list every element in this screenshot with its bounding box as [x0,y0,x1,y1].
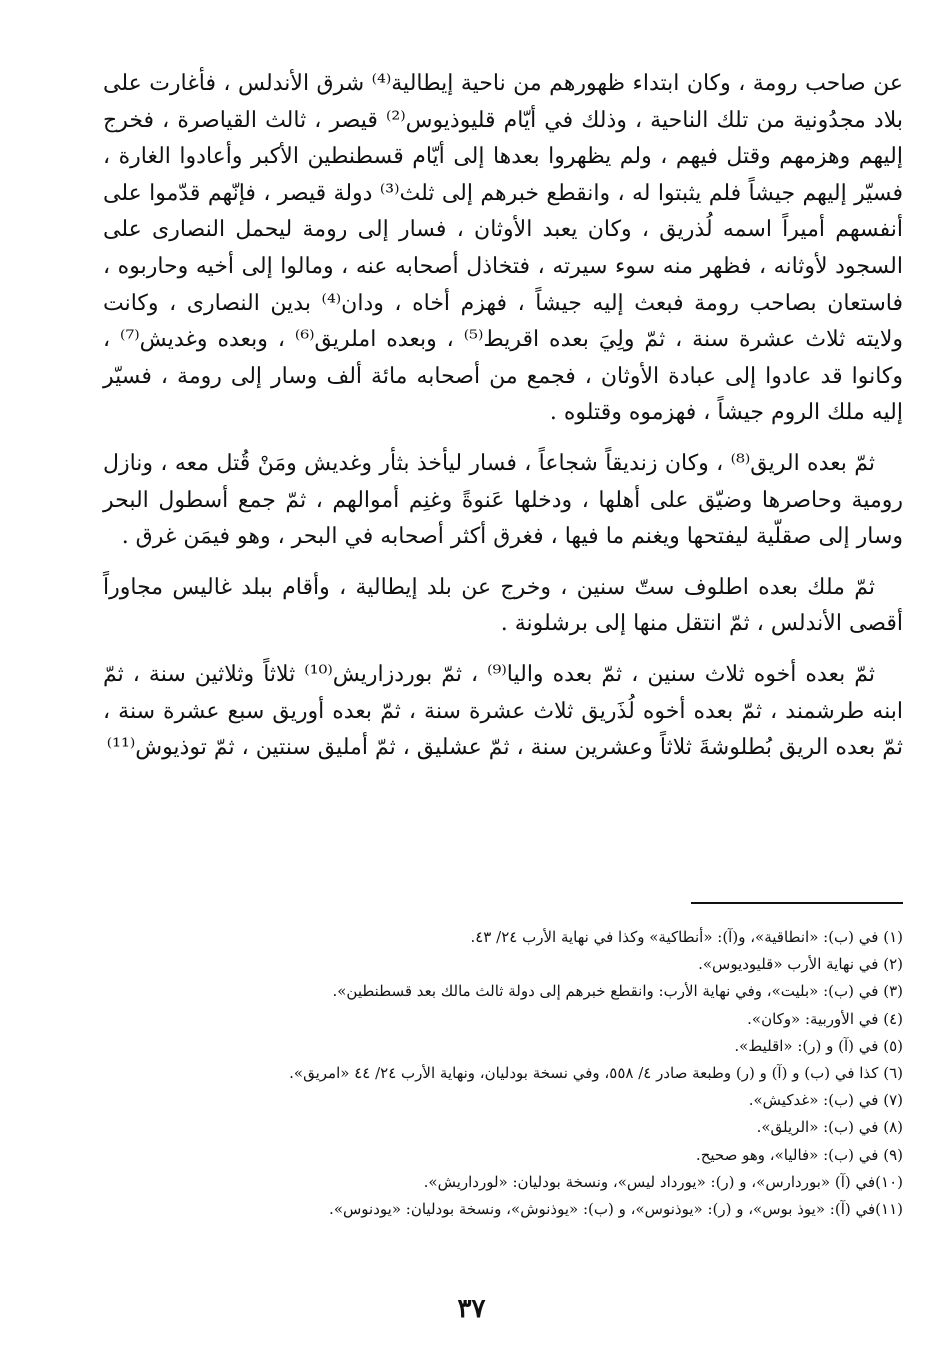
footnote-7: (٧) في (ب): «غدكيش». [748,1091,903,1110]
footnote-1: (١) في (ب): «انطاقية»، و(آ): «أنطاكية» وكذا في نهاية الأرب ٢٤/ ٤٣. [470,928,903,946]
footnote-10: (١٠)في (آ) «بوردارس»، و (ر): «يورداد ليس»، ونسخة بودليان: «لورداريش». [423,1172,903,1191]
paragraph-2: ثمّ بعده الريق⁽⁸⁾ ، وكان زنديقاً شجاعاً ، فسار ليأخذ بثأر وغديش ومَنْ قُتل معه ، ونازل رومية وحاصرها وضيّق على أهلها ، ودخلها عَنوةً وغنِم أموالهم ، ثمّ جمع أسطول البحر وسار إلى صقلّية ليفتحها ويغنم ما فيها ، فغرق أكثر أصحابه في البحر ، وهو فيمَن غرق . [103,450,903,550]
footnote-11: (١١)في (آ): «يوذ بوس»، و (ر): «يوذنوس»، و (ب): «يوذنوش»، ونسخة بودليان: «يودنوس». [329,1200,903,1219]
paragraph-3: ثمّ ملك بعده اطلوف ستّ سنين ، وخرج عن بلد إيطالية ، وأقام ببلد غاليس مجاوراً أقصى الأندلس ، ثمّ انتقل منها إلى برشلونة . [103,574,903,637]
footnote-4: (٤) في الأوربية: «وكان». [747,1009,903,1028]
footnote-2: (٢) في نهاية الأرب «قليوديوس». [698,955,903,974]
footnote-separator [691,902,903,904]
page-number: ٣٧ [457,1294,486,1324]
paragraph-4: ثمّ بعده أخوه ثلاث سنين ، ثمّ بعده واليا⁽⁹⁾ ، ثمّ بوردزاريش⁽¹⁰⁾ ثلاثاً وثلاثين سنة ، ثمّ ابنه طرشمند ، ثمّ بعده أخوه لُذَريق ثلاث عشرة سنة ، ثمّ بعده أوريق سبع عشرة سنة ، ثمّ بعده الريق بُطلوشةَ ثلاثاً وعشرين سنة ، ثمّ عشليق ، ثمّ أمليق سنتين ، ثمّ توذيوش⁽¹¹⁾ [103,661,903,761]
footnote-9: (٩) في (ب): «فاليا»، وهو صحيح. [695,1145,903,1164]
footnote-5: (٥) في (آ) و (ر): «اقليط». [734,1036,903,1055]
main-text [103,66,903,781]
paragraph-1: عن صاحب رومة ، وكان ابتداء ظهورهم من ناحية إيطالية⁽⁴⁾ شرق الأندلس ، فأغارت على بلاد مجدُونية من تلك الناحية ، وذلك في أيّام قليوذيوس⁽²⁾ قيصر ، ثالث القياصرة ، فخرج إليهم وهزمهم وقتل فيهم ، ولم يظهروا بعدها إلى أيّام قسطنطين الأكبر وأعادوا الغارة ، فسيّر إليهم جيشاً فلم يثبتوا له ، وانقطع خبرهم إلى ثلث⁽³⁾ دولة قيصر ، فإنّهم قدّموا على أنفسهم أميراً اسمه لُذريق ، وكان يعبد الأوثان ، فسار إلى رومة ليحمل النصارى على السجود لأوثانه ، فظهر منه سوء سيرته ، فتخاذل أصحابه عنه ، ومالوا إلى أخيه وحاربوه ، فاستعان بصاحب رومة فبعث إليه جيشاً ، فهزم أخاه ، ودان⁽⁴⁾ بدين النصارى ، وكانت ولايته ثلاث عشرة سنة ، ثمّ ولِيَ بعده اقريط⁽⁵⁾ ، وبعده املريق⁽⁶⁾ ، وبعده وغديش⁽⁷⁾ ، وكانوا قد عادوا إلى عبادة الأوثان ، فجمع من أصحابه مائة ألف وسار إلى رومة ، فسيّر إليه ملك الروم جيشاً ، فهزموه وقتلوه . [103,71,904,426]
footnote-8: (٨) في (ب): «الريلق». [756,1118,903,1137]
footnote-6: (٦) كذا في (ب) و (آ) و (ر) وطبعة صادر ٤/ ٥٥٨، وفي نسخة بودليان، ونهاية الأرب ٢٤/ ٤٤ «امريق». [289,1064,903,1083]
footnotes [103,924,903,1223]
footnote-3: (٣) في (ب): «بليت»، وفي نهاية الأرب: وانقطع خبرهم إلى دولة ثالث مالك بعد قسطنطين». [332,982,903,1001]
